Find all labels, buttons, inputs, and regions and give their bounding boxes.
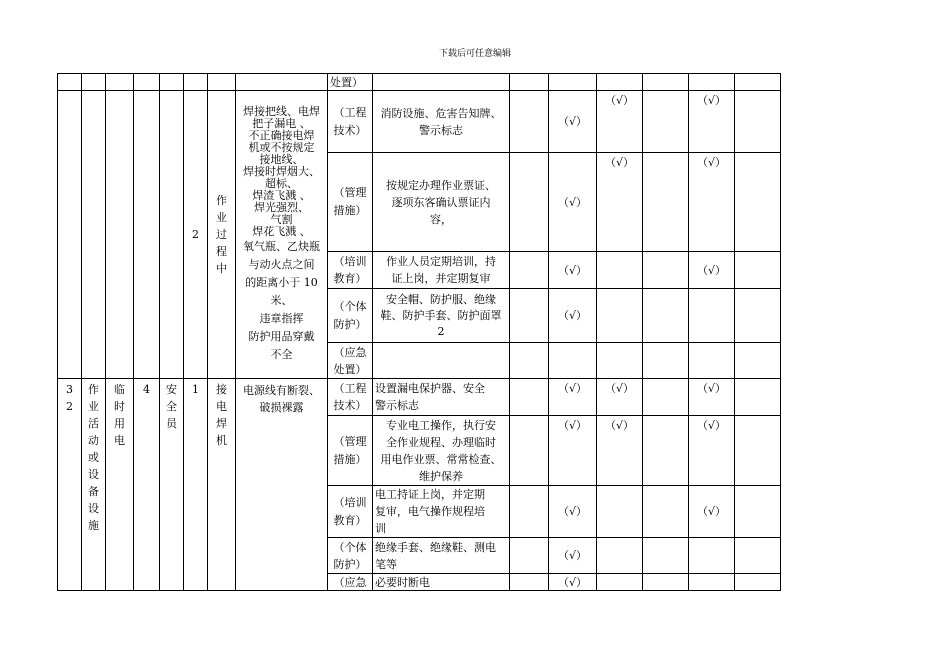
responsible-role: 安 全 员	[160, 379, 184, 591]
table-row	[58, 74, 781, 91]
step-count: 4	[134, 379, 160, 591]
check-mark: （√）	[549, 153, 597, 252]
control-category: （个体 防护）	[328, 538, 373, 574]
control-measure: 必要时断电	[373, 574, 510, 591]
control-measure: 安全帽、防护服、绝缘 鞋、防护手套、防护面罩 2	[373, 289, 510, 343]
control-category: （工程 技术）	[328, 91, 373, 153]
hazard-text: 电源线有断裂、 破损裸露	[236, 379, 328, 591]
check-mark: （√）	[549, 379, 597, 416]
control-category: （工程 技术）	[328, 379, 373, 416]
table-row	[58, 91, 781, 153]
check-mark: （√）	[549, 252, 597, 289]
control-category: 处置）	[328, 74, 373, 91]
work-stage: 作 业 过 程 中	[208, 91, 236, 379]
check-mark: （√）	[597, 91, 643, 153]
table-row	[58, 379, 781, 416]
control-category: （培训 教育）	[328, 486, 373, 538]
check-mark: （√）	[549, 416, 597, 486]
control-measure: 作业人员定期培训，持 证上岗，并定期复审	[373, 252, 510, 289]
control-measure: 设置漏电保护器、安全 警示标志	[373, 379, 510, 416]
control-category: （应急	[328, 574, 373, 591]
check-mark: （√）	[689, 91, 735, 153]
control-measure: 按规定办理作业票证、 逐项东客确认票证内 容，	[373, 153, 510, 252]
hazard-cell	[236, 91, 328, 379]
control-measure: 电工持证上岗，并定期 复审，电气操作规程培 训	[373, 486, 510, 538]
control-category: （培训 教育）	[328, 252, 373, 289]
check-mark: （√）	[689, 416, 735, 486]
control-category: （应急 处置）	[328, 343, 373, 379]
check-mark: （√）	[597, 379, 643, 416]
check-mark: （√）	[549, 538, 597, 574]
check-mark: （√）	[549, 91, 597, 153]
activity-type: 作 业 活 动 或 设 备 设 施	[82, 379, 106, 591]
page-header: 下载后可任意编辑	[438, 49, 511, 59]
item-number: 3 2	[58, 379, 82, 591]
check-mark: （√）	[689, 252, 735, 289]
control-category: （管理 措施）	[328, 153, 373, 252]
hazard-text-a: 焊接把线、电焊 把子漏电 、 不正确接电焊 机或不按规定 接地线、 焊接时焊烟大、 超标、 焊渣飞溅 、 焊光强烈、 气割 焊花飞溅 、	[243, 104, 320, 238]
work-stage: 接 电 焊 机	[208, 379, 236, 591]
check-mark	[597, 252, 643, 289]
control-measure: 专业电工操作，执行安 全作业规程、办理临时 用电作业票、常常检查、 维护保养	[373, 416, 510, 486]
activity-name: 临 时 用 电	[106, 379, 134, 591]
check-mark: （√）	[549, 486, 597, 538]
control-measure: 绝缘手套、绝缘鞋、测电 笔等	[373, 538, 510, 574]
control-category: （管理 措施）	[328, 416, 373, 486]
control-category: （个体 防护）	[328, 289, 373, 343]
check-mark: （√）	[689, 153, 735, 252]
check-mark: （√）	[549, 574, 597, 591]
risk-control-table	[57, 73, 781, 591]
check-mark: （√）	[549, 289, 597, 343]
check-mark: （√）	[597, 153, 643, 252]
check-mark: （√）	[597, 416, 643, 486]
step-number: 2	[184, 91, 208, 379]
hazard-text-b: 氧气瓶、乙炔瓶 与动火点之间 的距离小于 10 米、 违章指挥 防护用品穿戴 不全	[243, 239, 320, 361]
control-measure: 消防设施、危害告知牌、 警示标志	[373, 91, 510, 153]
step-number: 1	[184, 379, 208, 591]
check-mark: （√）	[689, 379, 735, 416]
check-mark: （√）	[689, 486, 735, 538]
